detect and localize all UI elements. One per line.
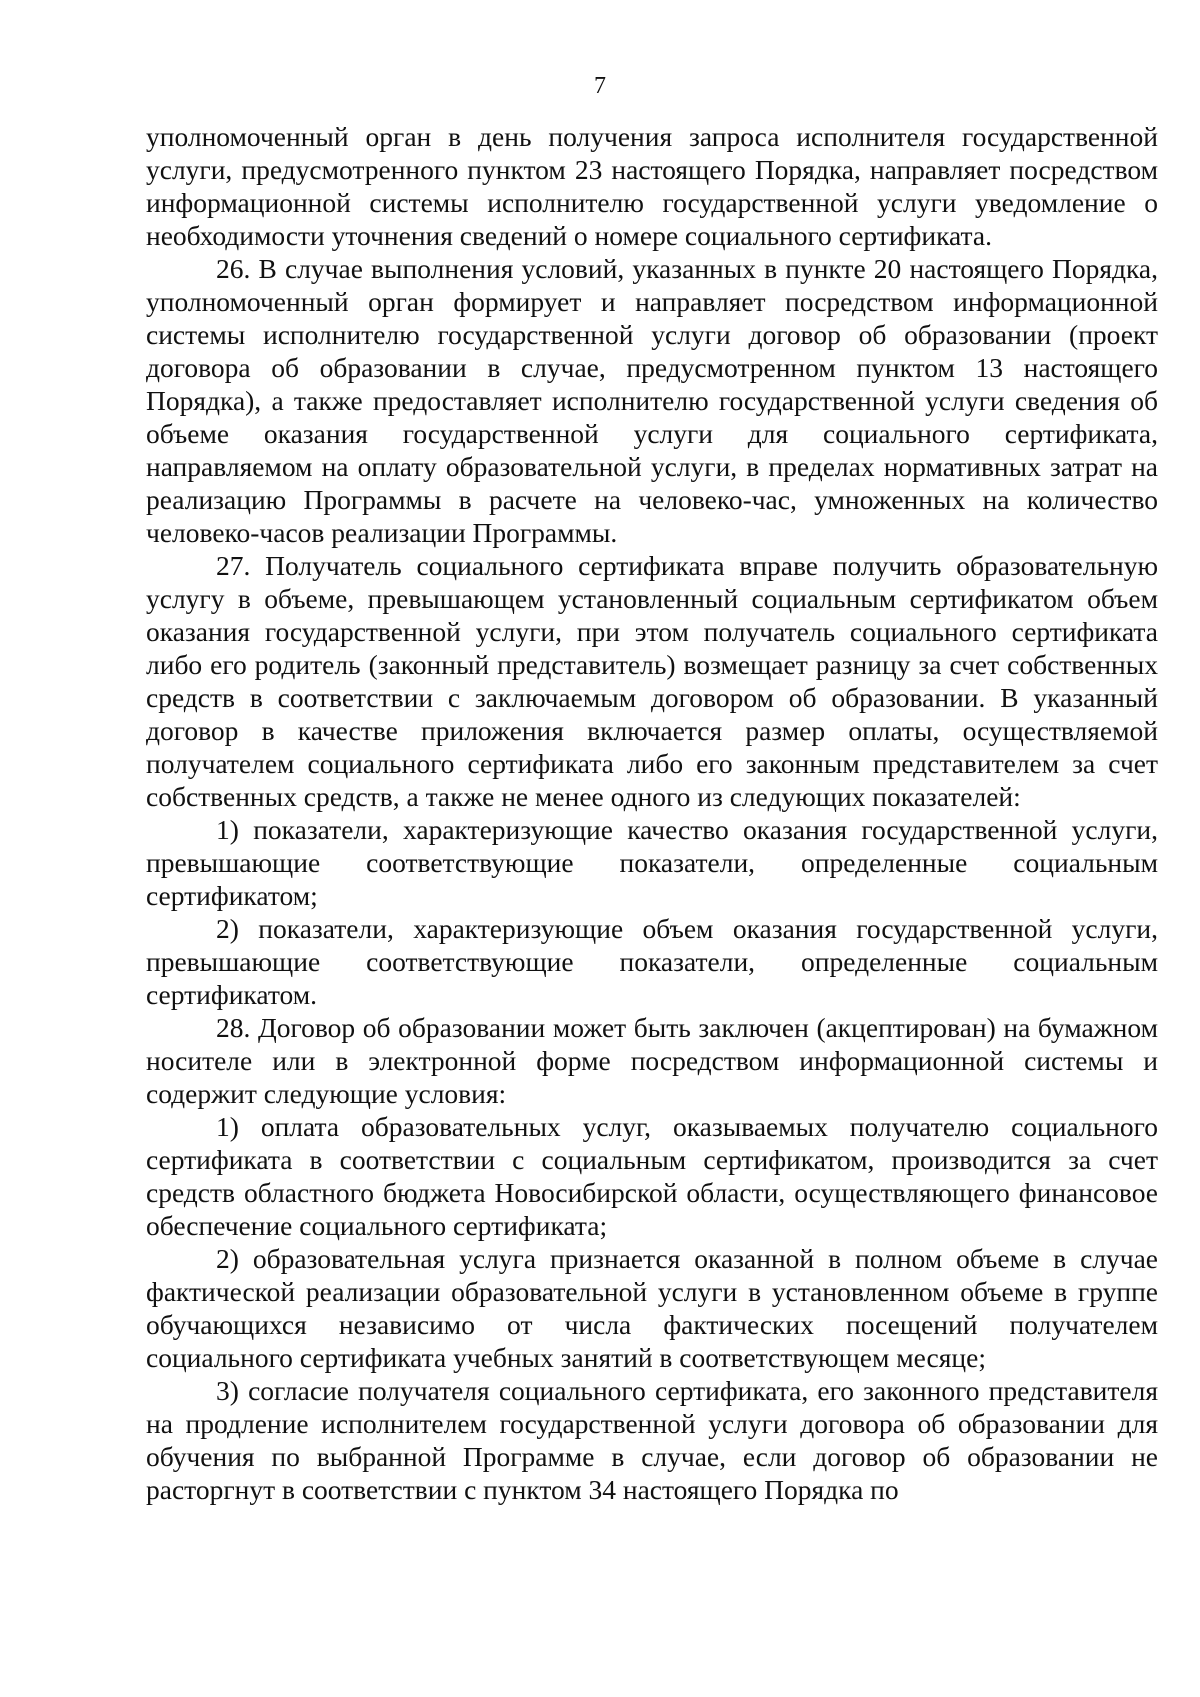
paragraph-continuation: уполномоченный орган в день получения запроса исполнителя государственной услуги, предусмотренного пунктом 23 настоящего Порядка, направляет посредством информационной системы исполнителю государственной услуги уведомление о необходимости уточнения сведений о номере социального сертификата. xyxy=(146,121,1158,251)
page-number: 7 xyxy=(594,73,606,99)
paragraph-item-28-sub-3: 3) согласие получателя социального сертификата, его законного представителя на продление исполнителем государственной услуги договора об образовании для обучения по выбранной Программе в случае, если договор об образовании не расторгнут в соответствии с пунктом 34 настоящего Порядка по xyxy=(146,1375,1158,1505)
paragraph-item-27-sub-2: 2) показатели, характеризующие объем оказания государственной услуги, превышающие соответствующие показатели, определенные социальным сертификатом. xyxy=(146,913,1158,1010)
paragraph-item-27-sub-1: 1) показатели, характеризующие качество оказания государственной услуги, превышающие соответствующие показатели, определенные социальным сертификатом; xyxy=(146,814,1158,911)
paragraph-item-28: 28. Договор об образовании может быть заключен (акцептирован) на бумажном носителе или в электронной форме посредством информационной системы и содержит следующие условия: xyxy=(146,1012,1158,1109)
paragraph-item-28-sub-2: 2) образовательная услуга признается оказанной в полном объеме в случае фактической реализации образовательной услуги в установленном объеме в группе обучающихся независимо от числа фактических посещений получателем социального сертификата учебных занятий в соответствующем месяце; xyxy=(146,1243,1158,1373)
paragraph-item-28-sub-1: 1) оплата образовательных услуг, оказываемых получателю социального сертификата в соответствии с социальным сертификатом, производится за счет средств областного бюджета Новосибирской области, осуществляющего финансовое обеспечение социального сертификата; xyxy=(146,1111,1158,1241)
paragraph-item-26: 26. В случае выполнения условий, указанных в пункте 20 настоящего Порядка, уполномоченный орган формирует и направляет посредством информационной системы исполнителю государственной услуги договор об образовании (проект договора об образовании в случае, предусмотренном пунктом 13 настоящего Порядка), а также предоставляет исполнителю государственной услуги сведения об объеме оказания государственной услуги для социального сертификата, направляемом на оплату образовательной услуги, в пределах нормативных затрат на реализацию Программы в расчете на человеко-час, умноженных на количество человеко-часов реализации Программы. xyxy=(146,253,1158,548)
paragraph-item-27: 27. Получатель социального сертификата вправе получить образовательную услугу в объеме, превышающем установленный социальным сертификатом объем оказания государственной услуги, при этом получатель социального сертификата либо его родитель (законный представитель) возмещает разницу за счет собственных средств в соответствии с заключаемым договором об образовании. В указанный договор в качестве приложения включается размер оплаты, осуществляемой получателем социального сертификата либо его законным представителем за счет собственных средств, а также не менее одного из следующих показателей: xyxy=(146,550,1158,812)
document-body xyxy=(146,120,1158,1506)
